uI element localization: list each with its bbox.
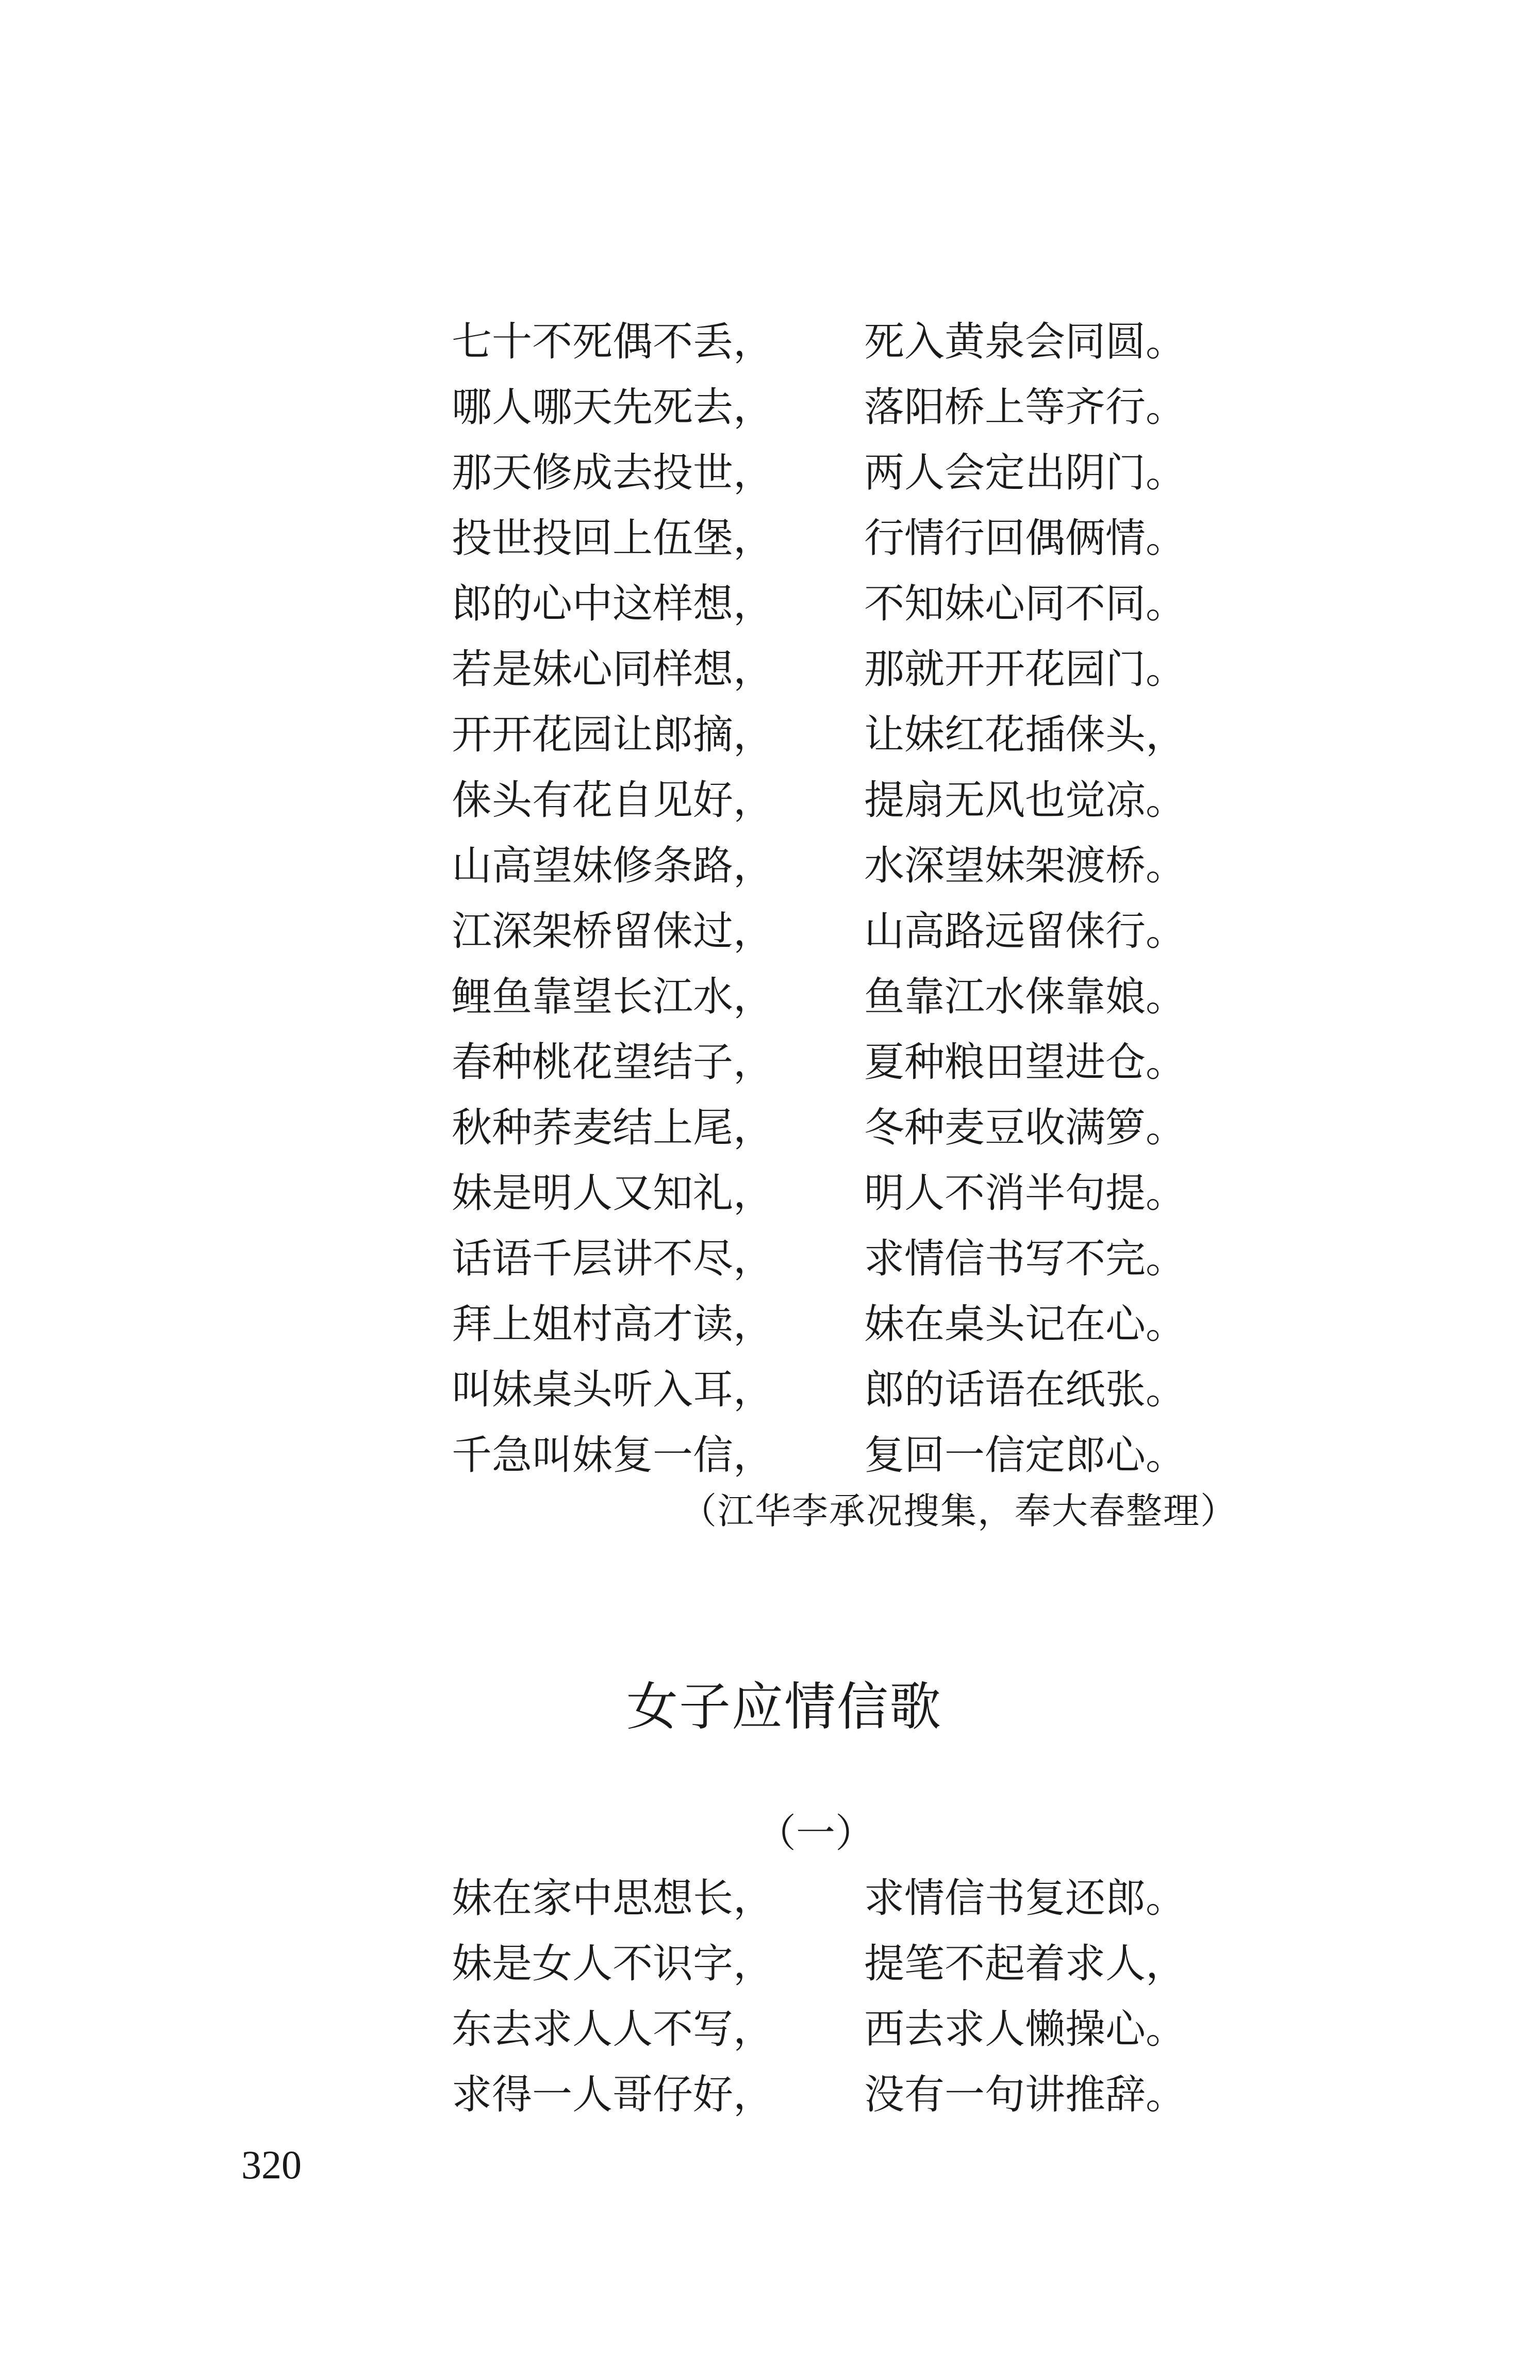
line-first-half: 妹在家中思想长， [452,1875,774,1922]
line-first-half: 拜上姐村高才读， [452,1301,774,1348]
line-second-half: 冬种麦豆收满箩。 [864,1105,1186,1151]
line-first-half: 那天修成去投世， [452,450,774,496]
poem-line [452,440,1354,506]
line-second-half: 提笔不起着求人， [864,1941,1186,1987]
section-title: 女子应情信歌 [626,1677,942,1737]
line-second-half: 行情行回偶俩情。 [864,515,1186,562]
line-second-half: 郎的话语在纸张。 [864,1367,1186,1413]
line-first-half: 话语千层讲不尽， [452,1236,774,1282]
line-first-half: 叫妹桌头听入耳， [452,1367,774,1413]
line-second-half: 让妹红花插俫头， [864,712,1186,758]
line-second-half: 夏种粮田望进仓。 [864,1039,1186,1086]
poem-line [452,1866,1354,1931]
line-second-half: 死入黄泉会同圆。 [864,319,1186,365]
line-second-half: 水深望妹架渡桥。 [864,843,1186,889]
line-first-half: 秋种荞麦结上尾， [452,1105,774,1151]
line-first-half: 妹是女人不识字， [452,1941,774,1987]
line-first-half: 求得一人哥仔好， [452,2072,774,2118]
line-first-half: 投世投回上伍堡， [452,515,774,562]
sub-section-number: （一） [757,1810,874,1856]
line-second-half: 不知妹心同不同。 [864,581,1186,627]
line-second-half: 提扇无风也觉凉。 [864,777,1186,824]
line-second-half: 妹在桌头记在心。 [864,1301,1186,1348]
line-second-half: 山高路远留俫行。 [864,908,1186,955]
poem-line [452,702,1354,768]
line-first-half: 郎的心中这样想， [452,581,774,627]
poem-line [452,571,1354,637]
line-first-half: 鲤鱼靠望长江水， [452,974,774,1020]
line-first-half: 开开花园让郎摘， [452,712,774,758]
line-first-half: 七十不死偶不丢， [452,319,774,365]
poem-line [452,1095,1354,1161]
line-first-half: 千急叫妹复一信， [452,1432,774,1479]
poem-bottom [452,1866,1354,2128]
poem-line [452,899,1354,964]
line-first-half: 东去求人人不写， [452,2006,774,2053]
poem-line [452,1423,1354,1488]
poem-line [452,833,1354,899]
line-first-half: 妹是明人又知礼， [452,1170,774,1217]
poem-top [452,309,1354,1488]
collector-credit: （江华李承况搜集，奉大春整理） [681,1490,1237,1532]
poem-line [452,1292,1354,1357]
line-second-half: 西去求人懒操心。 [864,2006,1186,2053]
poem-line [452,1030,1354,1095]
line-first-half: 哪人哪天先死去， [452,384,774,431]
line-first-half: 春种桃花望结子， [452,1039,774,1086]
line-first-half: 江深架桥留俫过， [452,908,774,955]
line-first-half: 若是妹心同样想， [452,646,774,693]
poem-line [452,1161,1354,1226]
poem-line [452,964,1354,1030]
line-second-half: 鱼靠江水俫靠娘。 [864,974,1186,1020]
line-second-half: 明人不消半句提。 [864,1170,1186,1217]
poem-line [452,1226,1354,1292]
line-second-half: 复回一信定郎心。 [864,1432,1186,1479]
line-second-half: 落阳桥上等齐行。 [864,384,1186,431]
page-number: 320 [241,2142,302,2187]
poem-line [452,1931,1354,1997]
poem-line [452,506,1354,571]
poem-line [452,768,1354,833]
line-second-half: 那就开开花园门。 [864,646,1186,693]
poem-line [452,2062,1354,2128]
line-second-half: 求情信书写不完。 [864,1236,1186,1282]
line-first-half: 俫头有花自见好， [452,777,774,824]
poem-line [452,1997,1354,2062]
poem-line [452,637,1354,702]
poem-line [452,375,1354,440]
poem-line [452,1357,1354,1423]
line-first-half: 山高望妹修条路， [452,843,774,889]
line-second-half: 两人会定出阴门。 [864,450,1186,496]
line-second-half: 求情信书复还郎。 [864,1875,1186,1922]
poem-line [452,309,1354,375]
line-second-half: 没有一句讲推辞。 [864,2072,1186,2118]
